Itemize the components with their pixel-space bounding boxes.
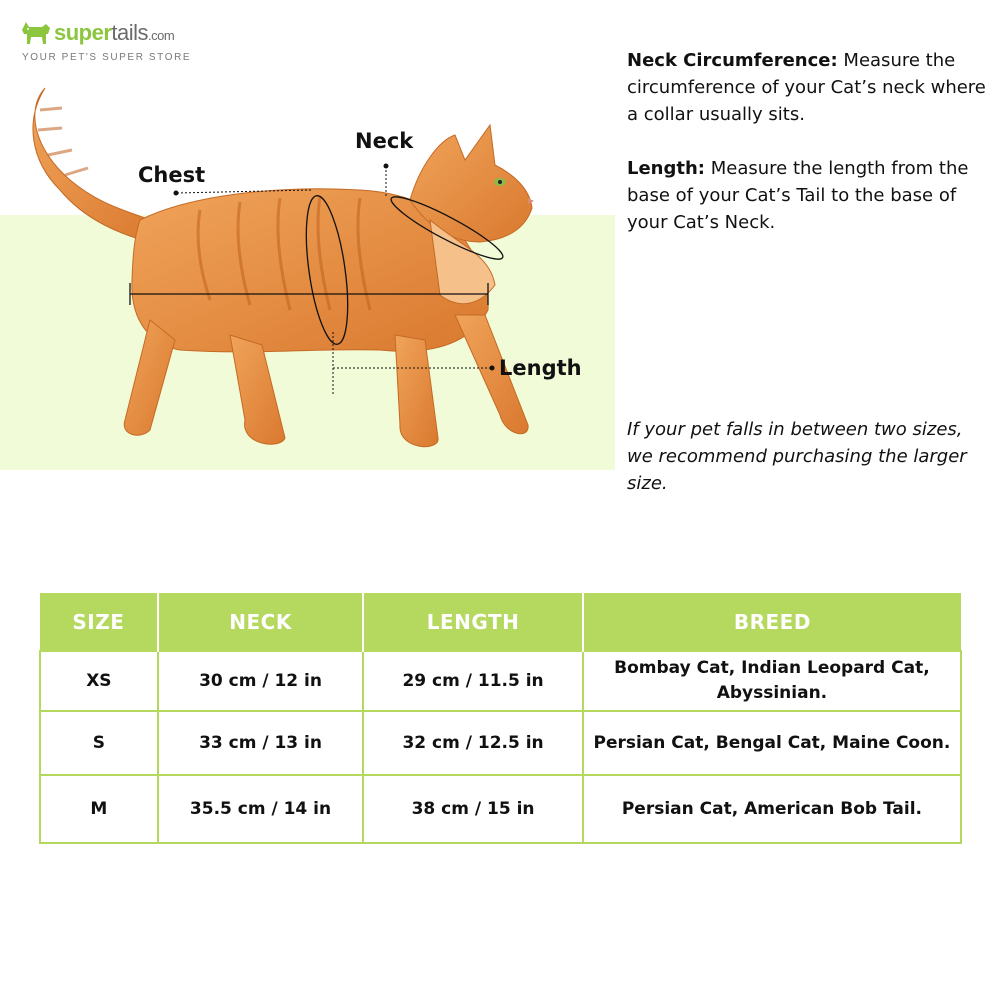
header-size: SIZE [40,593,158,651]
cell-neck: 35.5 cm / 14 in [158,775,364,843]
chest-label: Chest [138,163,206,187]
size-note: If your pet falls in between two sizes, we recommend purchasing the larger size. [627,419,967,494]
neck-instruction-text: Measure the circumference of your Cat’s neck where a collar usually sits. [627,50,986,125]
table-header-row [40,593,961,651]
cell-size: S [40,711,158,775]
cell-neck: 30 cm / 12 in [158,651,364,711]
header-breed: BREED [583,593,961,651]
neck-instruction [627,47,992,128]
cell-breed: Persian Cat, American Bob Tail. [583,775,961,843]
table-row [40,651,961,711]
cell-breed: Bombay Cat, Indian Leopard Cat, Abyssinian. [583,651,961,711]
cell-length: 38 cm / 15 in [363,775,583,843]
brand-name-part1: super [54,20,112,45]
neck-label: Neck [355,129,414,153]
table-row [40,711,961,775]
length-instruction [627,155,992,236]
cell-size: M [40,775,158,843]
neck-instruction-title: Neck Circumference: [627,50,838,71]
brand-tagline: YOUR PET'S SUPER STORE [22,52,192,63]
header-neck: NECK [158,593,364,651]
length-label: Length [499,356,582,380]
header-length: LENGTH [363,593,583,651]
cell-breed: Persian Cat, Bengal Cat, Maine Coon. [583,711,961,775]
table-row [40,775,961,843]
brand-name-part2: tails [111,20,149,45]
cell-length: 29 cm / 11.5 in [363,651,583,711]
size-chart-table [39,593,962,844]
length-instruction-title: Length: [627,158,705,179]
cat-illustration [0,70,615,470]
brand-logo[interactable] [20,14,220,66]
length-instruction-text: Measure the length from the base of your Cat’s Tail to the base of your Cat’s Neck. [627,158,969,233]
cell-size: XS [40,651,158,711]
brand-name-suffix: .com [148,28,175,43]
cell-length: 32 cm / 12.5 in [363,711,583,775]
brand-wordmark [54,20,174,46]
cell-neck: 33 cm / 13 in [158,711,364,775]
dog-icon [20,18,52,46]
